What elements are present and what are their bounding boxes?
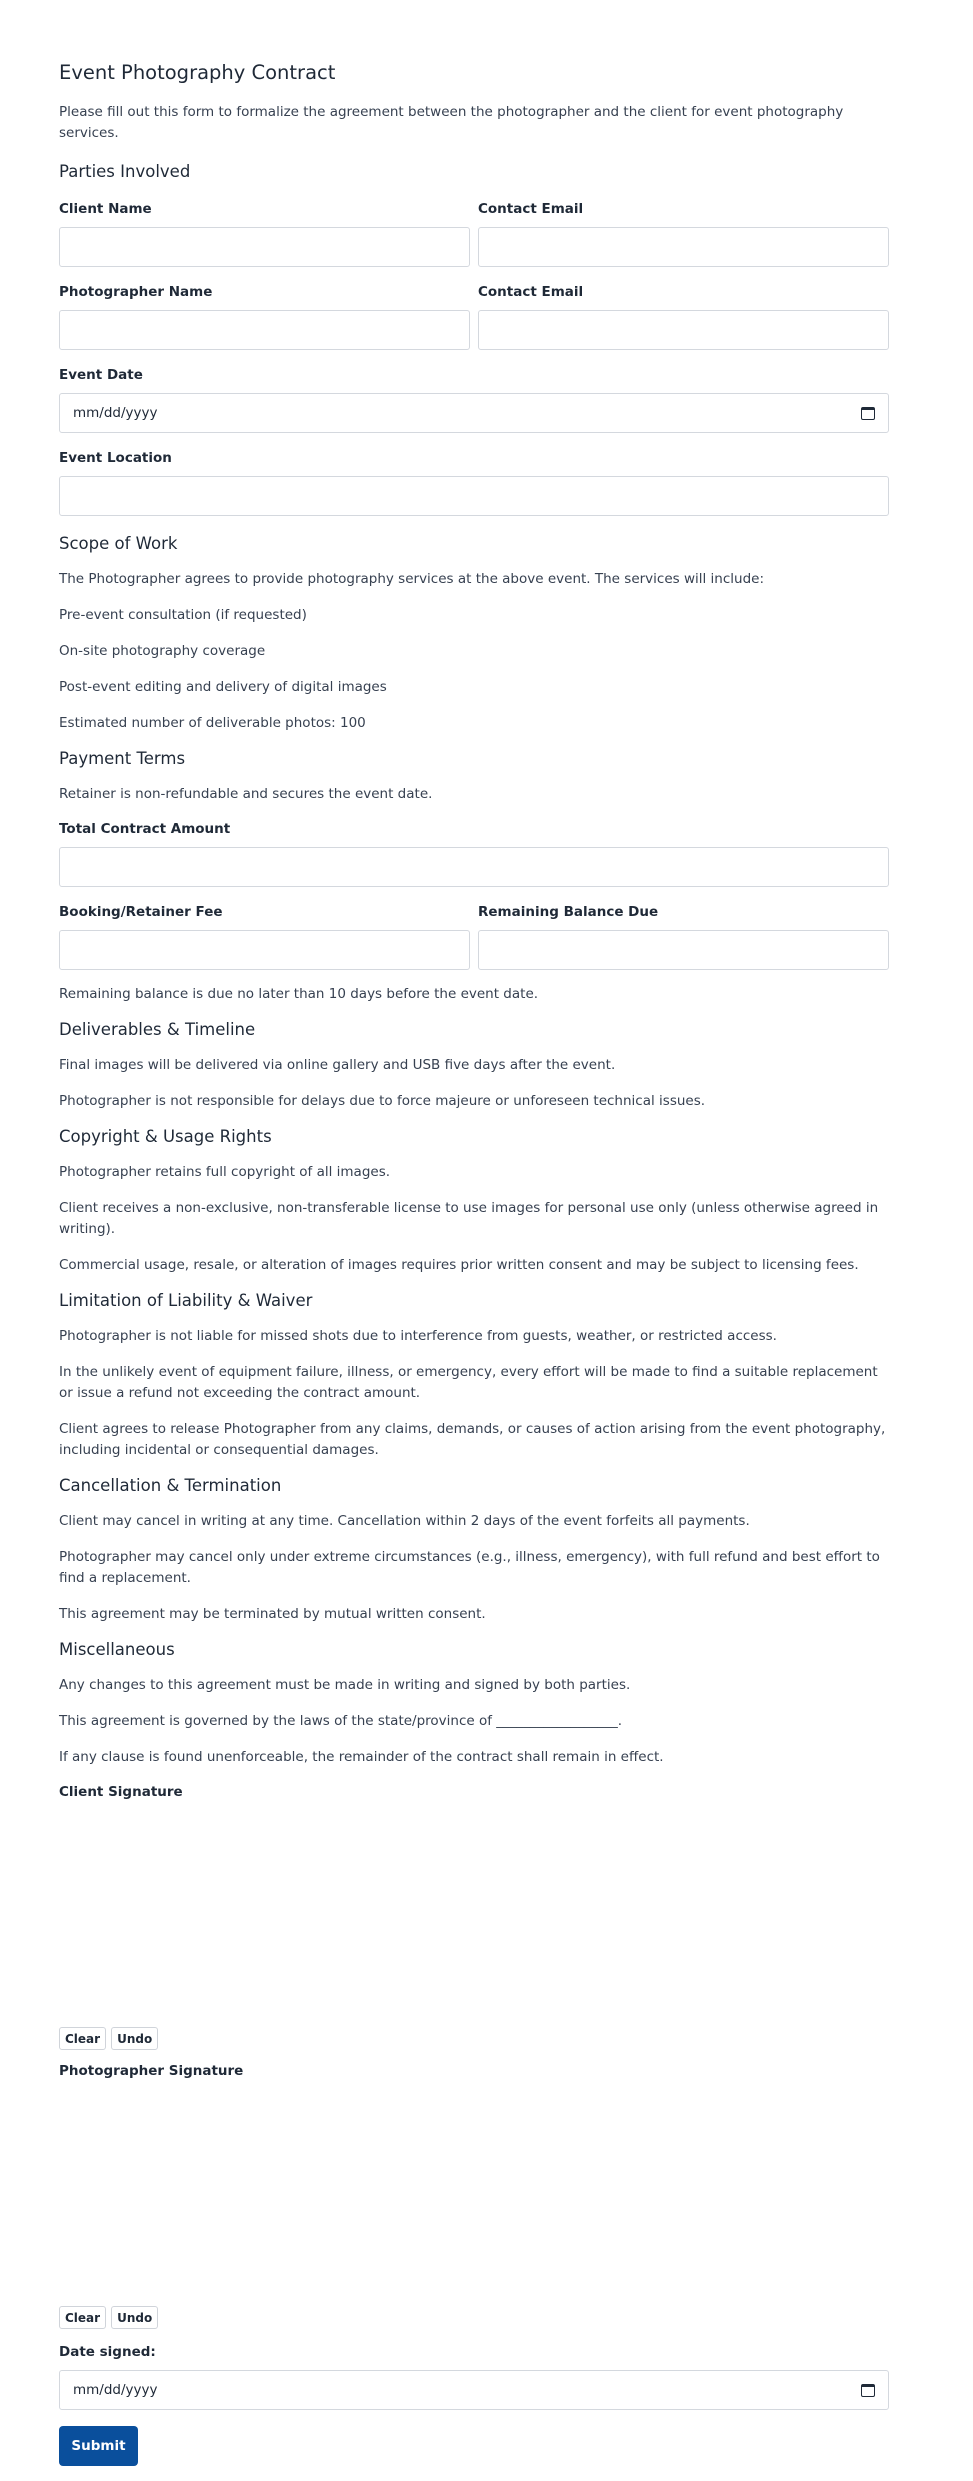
payment-heading: Payment Terms [59,749,186,768]
calendar-icon[interactable] [861,407,875,420]
parties-heading: Parties Involved [59,162,191,181]
client-signature-controls [59,2027,889,2050]
scope-item: Pre-event consultation (if requested) [59,607,307,623]
liability-item: Photographer is not liable for missed shots due to interference from guests, weather, or restricted access. [59,1328,777,1344]
scope-item: Post-event editing and delivery of digital images [59,679,387,695]
photographer-email-label: Contact Email [478,284,584,300]
remaining-balance-input[interactable] [478,930,889,970]
intro-text: Please fill out this form to formalize the agreement between the photographer and the client for event photography services. [59,104,844,141]
date-signed-label: Date signed: [59,2344,156,2360]
calendar-icon[interactable] [861,2384,875,2397]
liability-item: In the unlikely event of equipment failure, illness, or emergency, every effort will be made to find a suitable replacement or issue a refund not exceeding the contract amount. [59,1364,878,1401]
due-note: Remaining balance is due no later than 10 days before the event date. [59,986,539,1002]
event-date-label: Event Date [59,367,143,383]
photographer-row [59,283,889,350]
scope-heading: Scope of Work [59,534,178,553]
event-date-input[interactable] [59,393,889,433]
submit-button[interactable]: Submit [59,2426,138,2466]
photographer-signature-clear-button[interactable]: Clear [59,2306,106,2329]
date-signed-placeholder: mm/dd/yyyy [73,2382,158,2398]
photographer-name-input[interactable] [59,310,470,350]
total-amount-label: Total Contract Amount [59,821,231,837]
copyright-item: Client receives a non-exclusive, non-transferable license to use images for personal use only (unless otherwise agreed in writing). [59,1200,879,1237]
client-signature-clear-button[interactable]: Clear [59,2027,106,2050]
copyright-heading: Copyright & Usage Rights [59,1127,272,1146]
photographer-name-label: Photographer Name [59,284,213,300]
client-signature-label: Client Signature [59,1784,183,1800]
photographer-email-input[interactable] [478,310,889,350]
cancellation-heading: Cancellation & Termination [59,1476,282,1495]
deliverables-item: Photographer is not responsible for delays due to force majeure or unforeseen technical issues. [59,1093,706,1109]
total-amount-input[interactable] [59,847,889,887]
photographer-signature-undo-button[interactable]: Undo [111,2306,158,2329]
misc-item: If any clause is found unenforceable, the remainder of the contract shall remain in effect. [59,1749,664,1765]
liability-item: Client agrees to release Photographer from any claims, demands, or causes of action arising from the event photography, including incidental or consequential damages. [59,1421,886,1458]
event-location-label: Event Location [59,450,172,466]
cancellation-item: Photographer may cancel only under extreme circumstances (e.g., illness, emergency), with full refund and best effort to find a replacement. [59,1549,880,1586]
photographer-signature-label: Photographer Signature [59,2063,244,2079]
misc-item: Any changes to this agreement must be made in writing and signed by both parties. [59,1677,631,1693]
client-row [59,200,889,267]
cancellation-item: Client may cancel in writing at any time. Cancellation within 2 days of the event forfeits all payments. [59,1513,750,1529]
event-date-placeholder: mm/dd/yyyy [73,405,158,421]
liability-heading: Limitation of Liability & Waiver [59,1291,313,1310]
client-email-input[interactable] [478,227,889,267]
scope-item: Estimated number of deliverable photos: 100 [59,715,366,731]
client-name-label: Client Name [59,201,152,217]
client-signature-undo-button[interactable]: Undo [111,2027,158,2050]
photographer-signature-controls [59,2306,889,2329]
client-signature-pad[interactable] [59,1813,889,2027]
page-title: Event Photography Contract [59,61,336,84]
deliverables-item: Final images will be delivered via online gallery and USB five days after the event. [59,1057,616,1073]
deliverables-heading: Deliverables & Timeline [59,1020,256,1039]
contract-form [59,0,889,2466]
event-location-input[interactable] [59,476,889,516]
copyright-item: Commercial usage, resale, or alteration of images requires prior written consent and may be subject to licensing fees. [59,1257,859,1273]
client-name-input[interactable] [59,227,470,267]
remaining-balance-label: Remaining Balance Due [478,904,659,920]
payment-row [59,903,889,970]
date-signed-input[interactable] [59,2370,889,2410]
payment-note: Retainer is non-refundable and secures the event date. [59,786,433,802]
misc-item: This agreement is governed by the laws of the state/province of __________________. [59,1713,623,1729]
retainer-fee-input[interactable] [59,930,470,970]
retainer-fee-label: Booking/Retainer Fee [59,904,223,920]
photographer-signature-pad[interactable] [59,2092,889,2306]
misc-heading: Miscellaneous [59,1640,175,1659]
client-email-label: Contact Email [478,201,584,217]
cancellation-item: This agreement may be terminated by mutual written consent. [59,1606,486,1622]
copyright-item: Photographer retains full copyright of all images. [59,1164,391,1180]
scope-text: The Photographer agrees to provide photography services at the above event. The services will include: [59,571,765,587]
scope-item: On-site photography coverage [59,643,266,659]
